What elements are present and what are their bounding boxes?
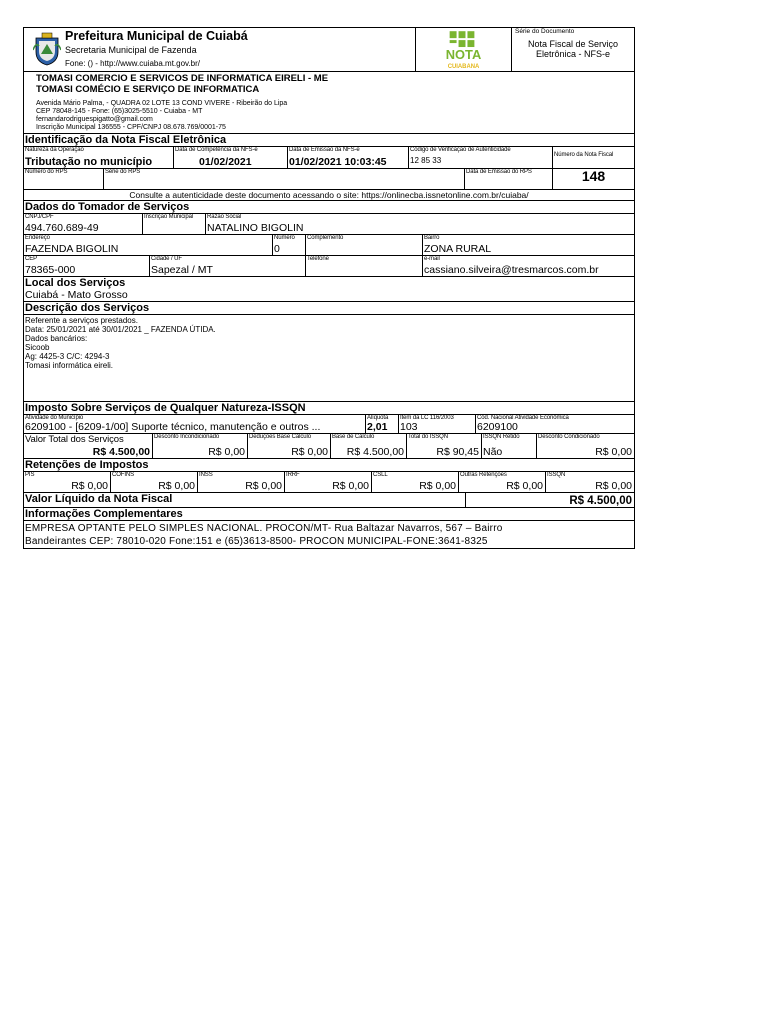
serie-label: Série do Documento	[515, 28, 575, 35]
nfse-document	[23, 27, 635, 549]
retencoes-title-row	[24, 459, 634, 472]
tomador-row-2	[24, 235, 634, 256]
consulta-row	[24, 190, 634, 201]
cnpj-value: 494.760.689-49	[25, 222, 99, 234]
base-label: Base de Cálculo	[332, 434, 375, 440]
deducoes-value: R$ 0,00	[291, 446, 328, 458]
cnpj-label: CNPJ/CPF	[25, 214, 54, 220]
cofins-value: R$ 0,00	[158, 480, 195, 492]
competencia-label: Data de Competência da NFS-e	[175, 147, 258, 153]
endereco-label: Endereço	[25, 235, 50, 241]
serie-rps-label: Série do RPS	[105, 169, 141, 175]
document-header	[24, 28, 634, 72]
emissao-rps-label: Data de Emissão do RPS	[466, 169, 532, 175]
complemento-label: Complemento	[307, 235, 344, 241]
doc-type-line1: Nota Fiscal de Serviço	[527, 39, 619, 49]
bairro-label: Bairro	[424, 235, 440, 241]
email-value: cassiano.silveira@tresmarcos.com.br	[424, 264, 599, 276]
local-section	[24, 277, 634, 302]
total-iss-value: R$ 90,45	[436, 446, 479, 458]
city-title: Prefeitura Municipal de Cuiabá	[65, 29, 248, 43]
complementares-line: Bandeirantes CEP: 78010-020 Fone:151 e (65)3613-8500- PROCON MUNICIPAL-FONE:3641-8325	[25, 536, 488, 547]
prestador-name: TOMASI COMERCIO E SERVICOS DE INFORMATICA EIRELI - ME	[36, 73, 329, 84]
identificacao-title: Identificação da Nota Fiscal Eletrônica	[25, 134, 227, 146]
prestador-inscricao: Inscrição Municipal 136555 - CPF/CNPJ 08.678.769/0001-75	[36, 124, 226, 131]
city-crest-icon	[33, 32, 61, 66]
identificacao-title-row	[24, 134, 634, 147]
deducoes-label: Deduções Base Cálculo	[249, 434, 311, 440]
retencoes-row	[24, 472, 634, 493]
base-value: R$ 4.500,00	[346, 446, 404, 458]
local-title: Local dos Serviços	[25, 277, 126, 289]
desc-incond-value: R$ 0,00	[208, 446, 245, 458]
issqn-title: Imposto Sobre Serviços de Qualquer Natureza-ISSQN	[25, 402, 306, 414]
nota-cuiabana-logo	[416, 28, 512, 71]
local-value: Cuiabá - Mato Grosso	[25, 289, 128, 301]
prestador-trade-name: TOMASI COMÉCIO E SERVIÇO DE INFORMATICA	[36, 84, 260, 95]
cep-value: 78365-000	[25, 264, 76, 276]
descricao-line: Referente a serviços prestados.	[25, 316, 138, 325]
city-header	[24, 28, 416, 71]
natureza-label: Natureza da Operação	[25, 147, 84, 153]
outras-label: Outras Retenções	[460, 472, 507, 478]
inss-label: INSS	[199, 472, 213, 478]
secretaria-name: Secretaria Municipal de Fazenda	[65, 45, 197, 55]
iss-retido-value: Não	[483, 446, 503, 458]
atividade-label: Atividade do Município	[25, 415, 84, 421]
natureza-value: Tributação no município	[25, 156, 153, 168]
valor-total-label: Valor Total dos Serviços	[25, 434, 124, 445]
item-label: Item da LC 116/2003	[400, 415, 454, 421]
emissao-label: Data de Emissão da NFS-e	[289, 147, 360, 153]
prestador-cep-phone: CEP 78048-145 - Fone: (65)3025-5510 - Cuiaba - MT	[36, 108, 203, 115]
issqn-ret-value: R$ 0,00	[595, 480, 632, 492]
prestador-section	[24, 72, 634, 134]
descricao-body	[24, 315, 217, 401]
atividade-value: 6209100 - [6209-1/00] Suporte técnico, manutenção e outros ...	[25, 421, 321, 433]
cidade-value: Sapezal / MT	[151, 264, 213, 276]
liquido-value: R$ 4.500,00	[569, 495, 632, 507]
tomador-title: Dados do Tomador de Serviços	[25, 201, 190, 213]
item-value: 103	[400, 421, 418, 433]
identificacao-row	[24, 147, 634, 169]
consulta-text: Consulte a autenticidade deste documento acessando o site: https://onlinecba.issnetonline.com.br/cuiaba/	[129, 190, 529, 200]
irrf-value: R$ 0,00	[332, 480, 369, 492]
competencia-value: 01/02/2021	[199, 156, 252, 168]
cofins-label: COFINS	[112, 472, 135, 478]
pis-label: PIS	[25, 472, 35, 478]
liquido-label: Valor Líquido da Nota Fiscal	[25, 493, 173, 505]
inss-value: R$ 0,00	[245, 480, 282, 492]
cnae-value: 6209100	[477, 421, 518, 433]
descricao-title-row	[24, 302, 634, 315]
numero-label: Número	[274, 235, 295, 241]
complementares-line: EMPRESA OPTANTE PELO SIMPLES NACIONAL. PROCON/MT- Rua Baltazar Navarros, 567 – Bairro	[25, 523, 503, 534]
csll-label: CSLL	[373, 472, 388, 478]
tomador-row-1	[24, 214, 634, 235]
codigo-label: Código de Verificação de Autenticidade	[410, 147, 511, 153]
csll-value: R$ 0,00	[419, 480, 456, 492]
aliquota-value: 2,01	[367, 421, 388, 433]
issqn-title-row	[24, 402, 634, 415]
descricao-line: Data: 25/01/2021 até 30/01/2021 _ FAZENDA ÚTIDA.	[25, 325, 216, 334]
irrf-label: IRRF	[286, 472, 300, 478]
desc-incond-label: Desconto Incondicionado	[154, 434, 220, 440]
descricao-line: Dados bancários:	[25, 334, 88, 343]
descricao-line: Ag: 4425-3 C/C: 4294-3	[25, 352, 110, 361]
liquido-row	[24, 493, 634, 508]
codigo-value: 12 85 33	[410, 156, 442, 165]
razao-value: NATALINO BIGOLIN	[207, 222, 304, 234]
cep-label: CEP	[25, 256, 38, 262]
email-label: e-mail	[424, 256, 440, 262]
bairro-value: ZONA RURAL	[424, 243, 492, 255]
valor-total-value: R$ 4.500,00	[92, 446, 150, 458]
prestador-email: fernandarodriguespigatto@gmail.com	[36, 116, 153, 123]
aliquota-label: Alíquota	[367, 415, 389, 421]
numero-rps-label: Número do RPS	[25, 169, 68, 175]
descricao-line: Sicoob	[25, 343, 50, 352]
cnae-label: Cód. Nacional Atividade Econômica	[477, 415, 569, 421]
retencoes-title: Retenções de Impostos	[25, 459, 149, 471]
doc-type-line2: Eletrônica - NFS-e	[535, 49, 611, 59]
razao-label: Razão Social	[207, 214, 242, 220]
emissao-value: 01/02/2021 10:03:45	[289, 156, 387, 168]
complementares-body-row	[24, 521, 634, 548]
doc-series	[512, 28, 634, 71]
complementares-title: Informações Complementares	[25, 508, 183, 520]
telefone-label: Telefone	[307, 256, 329, 262]
tomador-title-row	[24, 201, 634, 214]
desc-cond-label: Desconto Condicionado	[538, 434, 600, 440]
nota-logo-subtext: CUIABANA	[447, 63, 480, 70]
issqn-ret-label: ISSQN	[547, 472, 566, 478]
cidade-label: Cidade / UF	[151, 256, 182, 262]
pis-value: R$ 0,00	[71, 480, 108, 492]
total-iss-label: Total do ISSQN	[408, 434, 448, 440]
issqn-row-1	[24, 415, 634, 434]
numero-nota-value: 148	[581, 168, 606, 184]
descricao-body-row	[24, 315, 634, 402]
descricao-title: Descrição dos Serviços	[25, 302, 150, 314]
contact-info: Fone: () - http://www.cuiaba.mt.gov.br/	[65, 59, 201, 68]
numero-nota-label: Número da Nota Fiscal	[554, 152, 614, 158]
im-label: Inscrição Municipal	[144, 214, 194, 220]
outras-value: R$ 0,00	[506, 480, 543, 492]
nota-logo-text: NOTA	[445, 46, 482, 62]
nota-cuiabana-icon	[416, 28, 511, 71]
complementares-body	[24, 521, 504, 548]
tomador-row-3	[24, 256, 634, 277]
iss-retido-label: ISSQN Retido	[483, 434, 520, 440]
issqn-row-2	[24, 434, 634, 459]
endereco-value: FAZENDA BIGOLIN	[25, 243, 119, 255]
complementares-title-row	[24, 508, 634, 521]
prestador-address: Avenida Mário Palma, - QUADRA 02 LOTE 13 COND VIVERE - Ribeirão do Lipa	[36, 100, 288, 107]
desc-cond-value: R$ 0,00	[595, 446, 632, 458]
numero-value: 0	[274, 243, 280, 255]
rps-row	[24, 169, 634, 190]
descricao-line: Tomasi informática eireli.	[25, 361, 114, 370]
